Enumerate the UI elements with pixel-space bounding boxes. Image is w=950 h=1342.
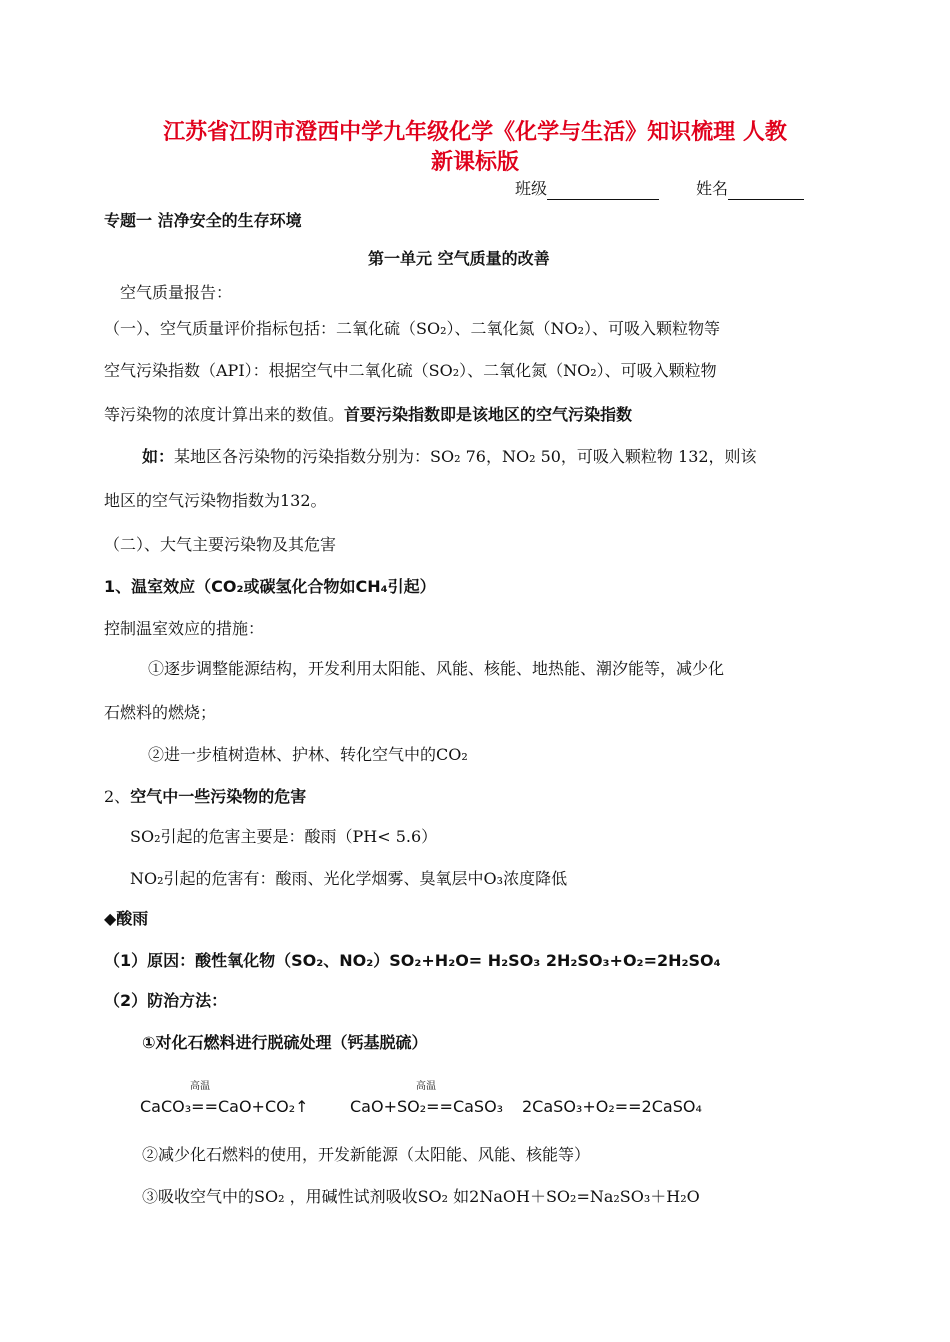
heading-text: 空气中一些污染物的危害 [130, 787, 307, 806]
class-field [515, 178, 659, 200]
example-line [142, 446, 757, 468]
measures-heading: 控制温室效应的措施： [104, 619, 265, 638]
example-text: 某地区各污染物的污染指数分别为：SO₂ 76，NO₂ 50，可吸入颗粒物 132，则该 [174, 447, 757, 466]
equation-3: 2CaSO₃+O₂==2CaSO₄ [522, 1097, 702, 1116]
measure-1: ①逐步调整能源结构，开发利用太阳能、风能、核能、地热能、潮汐能等，减少化 [148, 659, 725, 678]
greenhouse-heading: 1、温室效应（CO₂或碳氢化合物如CH₄引起） [104, 577, 436, 596]
unit-heading: 第一单元 空气质量的改善 [368, 249, 550, 268]
prevention-method-1: ①对化石燃料进行脱硫处理（钙基脱硫） [142, 1033, 428, 1052]
so2-harm: SO₂引起的危害主要是：酸雨（PH< 5.6） [130, 827, 438, 846]
example-line-2: 地区的空气污染物指数为132。 [104, 491, 327, 510]
reaction-condition-1: 高温 [190, 1081, 210, 1092]
topic-heading: 专题一 洁净安全的生存环境 [104, 211, 302, 230]
report-heading: 空气质量报告： [120, 283, 233, 302]
class-label: 班级 [515, 179, 548, 198]
measure-2: ②进一步植树造林、护林、转化空气中的CO₂ [148, 745, 468, 764]
prevention-heading: （2）防治方法： [104, 991, 228, 1010]
section-2-heading: （二）、大气主要污染物及其危害 [104, 535, 337, 554]
document-title-line-1: 江苏省江阴市澄西中学九年级化学《化学与生活》知识梳理 人教 [163, 120, 787, 145]
class-blank[interactable] [547, 181, 659, 200]
measure-1-cont: 石燃料的燃烧； [104, 703, 217, 722]
name-blank[interactable] [728, 181, 804, 200]
paragraph-api-definition-cont [104, 404, 632, 426]
paragraph-indicators: （一）、空气质量评价指标包括：二氧化硫（SO₂）、二氧化氮（NO₂）、可吸入颗粒物等 [104, 319, 721, 338]
equation-1: CaCO₃==CaO+CO₂↑ [140, 1097, 309, 1116]
prevention-method-2: ②减少化石燃料的使用，开发新能源（太阳能、风能、核能等） [142, 1145, 591, 1164]
pollutant-harm-heading [104, 786, 306, 808]
acid-rain-heading: ◆酸雨 [104, 909, 149, 928]
example-label: 如： [142, 447, 175, 466]
api-emphasis: 首要污染指数即是该地区的空气污染指数 [344, 405, 633, 424]
api-text: 等污染物的浓度计算出来的数值。 [104, 405, 345, 424]
document-title-line-2: 新课标版 [430, 150, 519, 175]
name-label: 姓名 [696, 179, 729, 198]
prevention-method-3: ③吸收空气中的SO₂ ，用碱性试剂吸收SO₂ 如2NaOH＋SO₂=Na₂SO₃＋H₂O [142, 1187, 700, 1206]
equation-2: CaO+SO₂==CaSO₃ [350, 1097, 504, 1116]
name-field [696, 178, 804, 200]
paragraph-api-definition: 空气污染指数（API）：根据空气中二氧化硫（SO₂）、二氧化氮（NO₂）、可吸入颗粒物 [104, 361, 717, 380]
acid-rain-cause: （1）原因：酸性氧化物（SO₂、NO₂）SO₂+H₂O= H₂SO₃ 2H₂SO₃+O₂=2H₂SO₄ [104, 951, 721, 970]
no2-harm: NO₂引起的危害有：酸雨、光化学烟雾、臭氧层中O₃浓度降低 [130, 869, 568, 888]
reaction-condition-2: 高温 [416, 1081, 436, 1092]
heading-number: 2、 [104, 787, 131, 806]
